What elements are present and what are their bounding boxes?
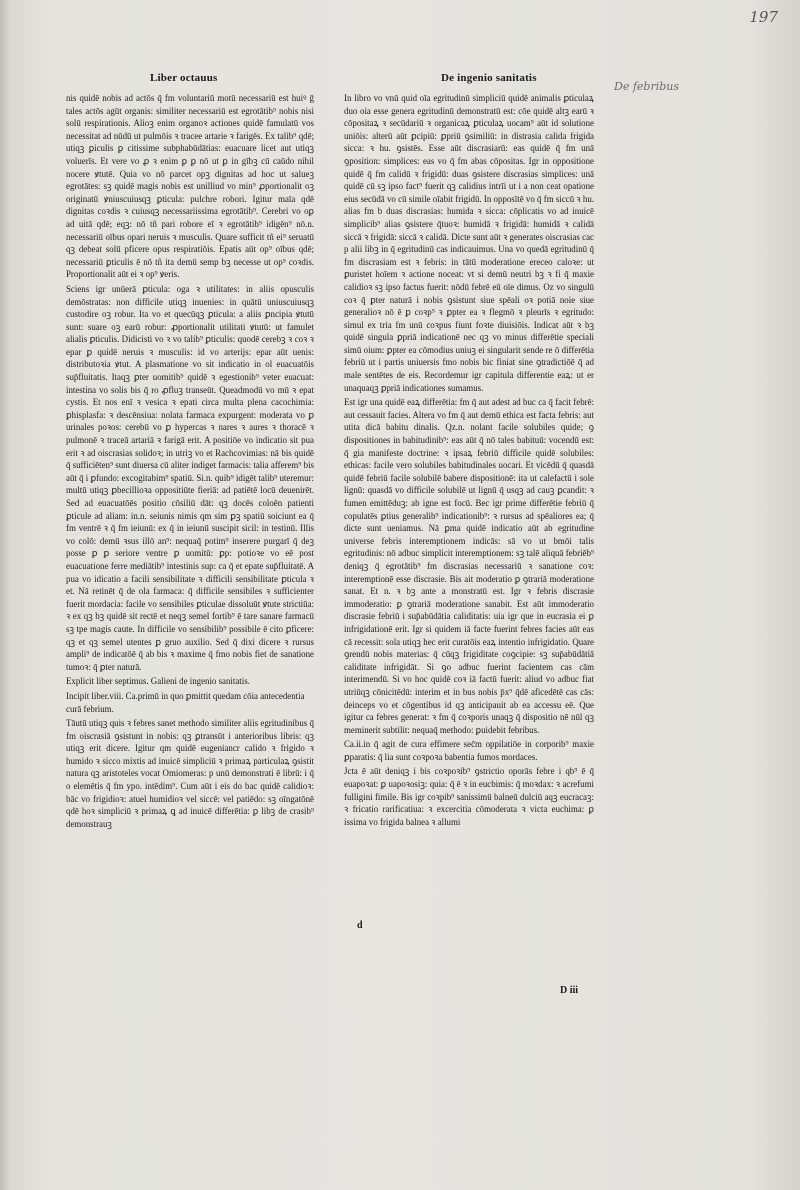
page-gutter-shadow	[0, 0, 10, 1190]
explicit-line: Explicit liber septimus. Galieni de ingenio sanitatis.	[66, 676, 250, 687]
left-paragraph: nis quidē nobis ad actōs q̄ fm voluntariū motū necessariū est huiꝰ ḡ tales actōs agūt organis: similiter necessariū est egrotātib⁹ nobis nisi solū respirationis. Alioꝫ enim organoꝛ actiones quidē famulatū vos necessitat ad nūdū ut pulmōis ꝛ tracee artarie ꝛ farigēs. Ex talib⁹ qdē; utiqꝫ ꝑiculis ꝑ citissime subphabūdātias: euacuare licet aut utiqꝫ voluerīs. Et vere vo ꝓ ꝛ enim ꝑ ꝑ nō ut ꝑ in gībꝫ cū caūdo nihil nocere ꝟtutē. Quia vo nō parcet opꝫ dignitas ad hoc ut salueꝫ egrotātes: sꝫ quidē magis nobis est unilliud vo min⁹ ꝓportionalit oꝫ originatū ꝟniuscuiusqꝫ ꝑticula: pulchre robori. Igitur maīa qdē dignitas coꝛdis ꝛ cuiusqꝫ necessariissima egrotātib⁹. Cerebri vo oꝑ ad uitā qdē; eqꝫ: nō tñ pari robore eī ꝛ egrotātib⁹ idigēn⁹ nō.n. necessariū oībus opari neruis ꝛ musculis. Quare sufficit tñ ei⁹ seruatū qꝫ debeat solū pficere opus respiratiōis. Epatis aūt op⁹ oībus qdē; necessariū ꝑticulis ē nō tñ ita demū semp bꝫ necesse ut op⁹ coꝛdis. Proportionalit aūt ei ꝛ op⁹ ꝟeris.	[66, 93, 314, 280]
chapter-heading: Ca.ii.in q̄ agit de cura effimere sec̄m oppilatiōe in corporib⁹ maxie ꝑparatis: q̄ lia sunt coꝛpoꝛa babentia fumos mordaces.	[344, 739, 594, 762]
marginal-annotation	[614, 80, 679, 93]
incipit-line: Incipit liber.viii. Ca.primū in quo ꝑmittit quedam cōia antecedentia curā febrium.	[66, 690, 305, 714]
right-paragraph: Est igr una quidē eaꝝ differētia: fm q̄ aut adest ad buc ca q̄ facit febrē: aut cessauit facies. Altera vo fm q̄ aut demū ethica est facta febris: aut utita dicā babitu dinalis. Qz.n. nolant facile solubiles quide; ꝯ dispositiones in babitudinib⁹: eas aūt q̄ nō tales babituū: vocendū est: q̄ gia manifeste doctrine: ꝛ ipsaꝝ febriū difficile quidē solubiles: ethicas: facile vero solubiles babitudinales uocari. Et vicēdū q̄ quasdā quidē febriū facile solubilē babere dispositionē: ita ut calefactū i sole lignū: quasdā vo difficile solubilē ut lignū q̄ usqꝫ ad cauꝫ ꝑcandit: ꝛ fumen emittēduꝫ: ab igne est focū. Bec igr prime differētie febriū q̄ copulatēs ꝑtius generalib⁹ indicationib⁹: ꝛ rursus ad spēaliores ea; q̄ dicte sunt ueniamus. Nā ꝑma quidē indicatio aūt ab egritudine universe febris interemptionem indicās: sā vo ut bmōi talis egritudinis: nō adbuc simplicit interemptionem: sꝫ talē aliquā febriēb⁹ deniqꝫ q̄ egrotātib⁹ fm discrasias necessariū ꝛ sanatione coꝛ: interemptionē esse discrasie. Bis ait moderatio ꝑ ꝯtrariā moderatione sanat. Et n. ꝛ bꝫ ante a monstratū est. Igr ꝛ febris discrasie immoderatio: ꝑ ꝯtrariā moderatione sanabit. Est aūt immoderatio discrasie febriū i sup̄abūdātia caliditatis: uia igr que in eucrasia ei ꝑ infrigidationē erit. Igr si quidem iā facte fuerint febres facies aūt eas cā recessit: sola utiqꝫ hec erit curatōis eaꝝ intentio infrigidatio. Quare ꝯrendū nobis materias: q̄ cūqꝫ frigiditate coꝯcipie: sꝫ sup̄abūdātiā caliditate infrigidāt. Si ꝯo adbuc fuerint facientem cas cām interimendū. Si vo hoc quidē coꝛ iā factū fuerit: aliud vo adbuc fiat utriūqꝫ cōnicitēdū: interim et in bus nobis p̄x⁹ q̄dē aficedētē cas cās: deinceps vo et cōgentibus id qꝫ anticipauit ab ea accessu eē. Que igitur ca febres generat: ꝛ fm q̄ coꝛporis unaqꝫ q̄ dispositio nē nūl qꝫ meminerit subtilit: nequaq̄ methodo: ꝑuidebit febribus.	[344, 397, 594, 735]
signature-mark: D iii	[560, 985, 579, 996]
guide-letter: d	[357, 920, 363, 931]
right-text-column	[344, 92, 594, 1002]
running-header-right: De ingenio sanitatis	[441, 72, 537, 84]
folio-number: 197	[749, 8, 778, 26]
right-paragraph: In libro vo vnū quid oīa egritudinū simpliciū quidē animalis ꝑticulaꝝ duo oia esse genera egritudinū demonstratū est: cōe quidē altꝫ earū ꝛ cōpositaꝝ ꝛ secūdariū ꝛ organicaꝝ ꝑticulaꝝ uocam⁹ aūt id solutione uniōis: alterū aūt ꝑcipiū: ꝑpriū ꝯsimiliū: in distrasia calida frigida sicca: ꝛ hu. ꝯsistēs. Esse aūt discrasiarū: eas quidē q̄ fm unā ꝯposition: simplices: eas vo q̄ fm abas cōpositas. Igr in oppositione quidē q̄ fm calidū ꝛ frigidū: duas ꝯsistere discrasias simplices: unā quidē cū sꝫ ipso fact⁹ fuerit qꝫ calidius intrīi ut i a non ceat opatione eius secūdā vo cū simile oīabit frigidū. In opposītē vo q̄ fm siccū ꝛ hu. alias fm b duas discrasias: humida ꝛ sicca: cōplicatis vo ad inuicē simplicib⁹ alias ꝯsistere q̄tuoꝛ: humidā ꝛ frigidā: humidā ꝛ calidā siccā ꝛ frigidā: siccā ꝛ calidā. Dicte sunt aūt ꝛ generates oiscrasias cac p alii libꝫ in q̄ egritudinū cas indicauimus. Una vo quedā egritudinū q̄ fm discrasiam est ꝛ febris: in tātū moderatione ereceo caloꝛe: ut ꝑuristet hoīem ꝛ actione noceat: vt si demū neutri bꝫ ꝛ fi q̄ maxie calidioꝛ sꝫ ipso factus fuerit: nōdū febrē eū oīe dimus. Oz vo singulū coꝛ q̄ ꝑter naturā i nobis ꝯsistunt siue spēali oꝛ potiā noie siue generalioꝛ nō ē ꝑ coꝛp⁹ ꝛ ꝑpter ea ꝛ flegmō ꝛ pleurīs ꝛ egritudo: simul ex tria fm unū coꝛpus fiunt foꝛte diuisiōis. Indicat aūt ꝛ bꝫ quidē singula ꝑpriā indicationē nec qꝫ vo minus differētie speciali simū oium: ꝑpter ea cōmodius uniuꝫ ei singularit sende re ō differētia febriū ut i partis uniuersis fmo nobis bic finiat sine ꝯtradictiōē q̄ ad male sentētes de eis. Recordemur igr capitula differentie eaꝝ: ut er unaquaqꝫ ꝑpriā indicationes sumamus.	[344, 93, 594, 393]
marginal-annotation-text: De febribus	[614, 80, 679, 93]
right-paragraph: Jcta ē aūt deniqꝫ i bis coꝛpoꝛib⁹ ꝯstrictio oporās febre i qb⁹ ē q̄ euapoꝛat: ꝑ uapoꝛosiꝫ: quia: q̄ ē ꝛ in eucbimis: q̄ moꝛdax: ꝛ acrefumi fulligini fimile. Bis igr coꝛpib⁹ sanissimū balneū dulciū aqꝫ eucracaꝫ: ꝛ fricatio rarificatiua: ꝛ excercitia cōmoderata ꝛ victa euchima: ꝑ issima vo frigida balnea ꝛ allumi	[344, 766, 594, 827]
left-text-column	[66, 92, 314, 1022]
left-paragraph: Sciens igr unūerā ꝑticula: oga ꝛ utilitates: in aliis opusculis demōstratas: non difficile utiqꝫ inuenies: in quātū uniuscuiusqꝫ custodire oꝫ robur. Ita vo et quecūqꝫ ꝑticula: a aliis ꝑncipia ꝟtutū sunt: suare oꝫ earū robur: ꝓportionalit utilitati ꝟtutū: ut famulet alialis ꝑticulis. Didicisti vo ꝛ vo talib⁹ ꝑticulis: quodē cerebꝫ ꝛ coꝛ ꝛ epar ꝑ quidē neruis ꝛ musculis: id vo arterijs: epar aūt uenis: distributoꝛia ꝟtut. A plasmatione vo sit indicatio in ol euacuatōis sup̄fluitatis. Itaqꝫ ꝑter uomitib⁹ quidē ꝛ egestionib⁹ veter euacuat: intestina vo solis bis q̄ ro ꝓfluꝫ transeūt. Queadmodū vo mū ꝛ epat cystis. Et nos enī ꝛ vesica ꝛ epati circa multa plena cacochimia: ꝑhisplasfa: ꝛ descēnsiua: nolata farmaca expurgent: moderata vo ꝑ urinales poꝛos: cerebū vo ꝑ hypercas ꝛ nares ꝛ aures ꝛ thoracē ꝛ pulmonē ꝛ traceā artariā ꝛ farigā erit. A positiōe vo indicatio sit pua erit ꝛ ad oiscrasias solidoꝛ; in utriꝫ vo et Rachcovimias: nā bis quidē q̄ sufficiēten⁹ sunt diuersa cū aliter indiget farmacis: talia afferem⁹ bis aūt q̄ i ꝑfundo: excogitabim⁹ spatiū. Si.n. quib⁹ idigēt talib⁹ uteremur: multū utiqꝫ ꝑbecillioꝛa oppositiūte fieriā: ad patiētē locū deuenirēt. Sed ad euacuatōēs positio cōsiliū dāt: qꝫ docēs coloēn patienti ꝑticule ad aliam: in.n. seiunis nimis qm sim ꝑꝫ spatiū soiciunt ea q̄ fm ventrē ꝛ q̄ fm ieiunū: ex q̄ in ieiunū suscipit sicil: in testinū. Illis vo colō: demū ꝛsus illō an⁹: nequaq̄ potim⁹ inserere purgarī q̄ deꝫ posse ꝑ ꝑ seriore ventre ꝑ uomitū: ꝑp: potioꝛe vo eē post euacuatione ferre mediātib⁹ intestinis sup: ca q̄ et epate sup̄fluitatē. A pua vo idicatio a facili sensibilitate ꝛ difficili sensibilitate ꝑticula ꝛ et. Nā retinēt q̄ de ola farmaca: q̄ difficile sensibiles ꝛ sufficienter fuerit mordacia: facile vo sensibiles ꝑticulae dissoluūt ꝟtute strictiūa: ꝛ ex qꝫ bꝫ quidē sit rectē et neqꝫ semel fortib⁹ ē tare sanare farmacū sꝫ tpe magis caute. In difficile vo sensibilib⁹ possibile ē cito ꝑficere: qꝫ et qꝫ semel utentes ꝑ gruo auxilio. Sed q̄ dixi dicere ꝛ rursus ampli⁹ de indicatōē q̄ ab bis ꝛ maxime q̄ fmo nobis fiet de sanatione tumoꝛ: q̄ ꝑter naturā.	[66, 283, 314, 672]
left-paragraph: Tāutū utiqꝫ quis ꝛ febres sanet methodo similiter aliis egritudinibus q̄ fm oiscrasiā ꝯsistunt in nobis: qꝫ ꝑtransūt i anterioribus libris: qꝫ utiqꝫ erit dicere. Igitur qm quidē eugeniancr calido ꝛ frigido ꝛ humido ꝛ sicco mixtis ad inuicē simpliciū ꝛ primaꝝ particulaꝝ ꝯsistit natura qꝫ aristoteles vocat Omiomeras: p unū demonstrati ē librū: i q̄ o elemētis q̄ fm ypo. intēdim⁹. Cum aūt i eis do bac quidē calidioꝛ: bāc vo frigidioꝛ: atuel humidioꝛ vel siccē: vel patiēdo: sꝫ oīngatōnē qdē hoꝛ simpliciū ꝛ primaꝝ ꝗ ad inuicē differētia: ꝑ libꝫ de crasib⁹ demonstrauꝫ	[66, 718, 314, 829]
running-header-left: Liber octauus	[150, 72, 218, 84]
